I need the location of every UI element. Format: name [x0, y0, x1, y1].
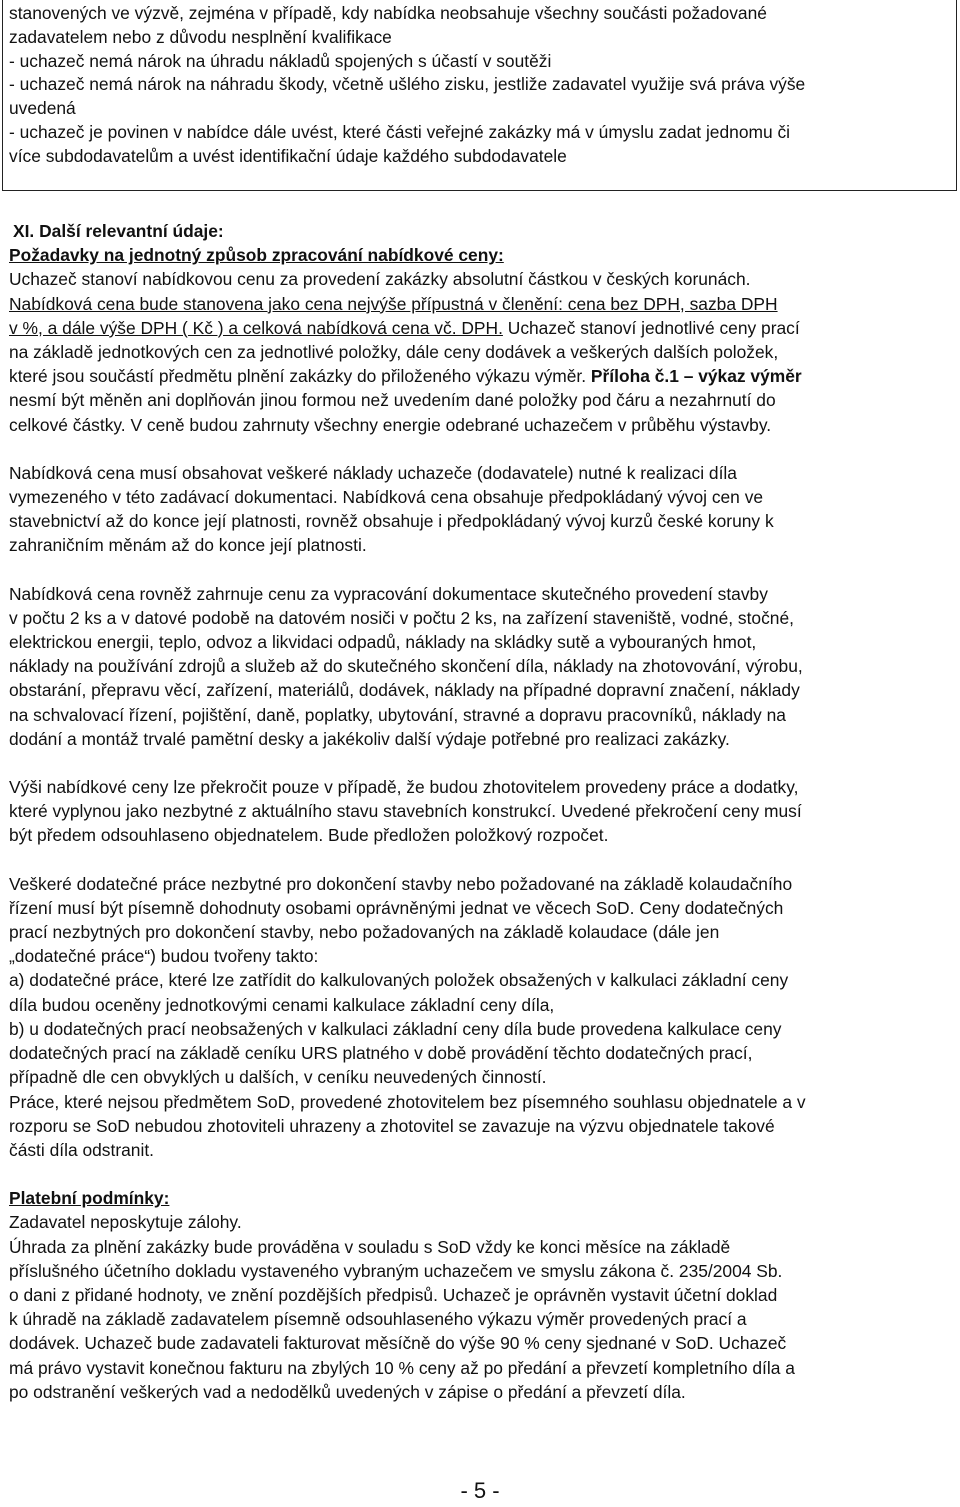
- paragraph-line: Uchazeč stanoví nabídkovou cenu za provedení zakázky absolutní částkou v českých korunách.: [9, 269, 751, 290]
- paragraph-costs: [9, 461, 954, 558]
- paragraph-price-exceed: [9, 775, 954, 848]
- paragraph-line: elektrickou energii, teplo, odvoz a likvidaci odpadů, náklady na skládky sutě a vybouraných hmot,: [9, 632, 757, 653]
- paragraph-additional-works: [9, 872, 954, 1162]
- paragraph-line: které vyplynou jako nezbytné z aktuálního stavu stavebních konstrukcí. Uvedené překročení ceny musí: [9, 801, 802, 822]
- paragraph-line: celkové částky. V ceně budou zahrnuty všechny energie odebrané uchazečem v průběhu výstavby.: [9, 414, 772, 435]
- paragraph-line: dodání a montáž trvalé pamětní desky a jakékoliv další výdaje potřebné pro realizaci zakázky.: [9, 728, 730, 749]
- paragraph-line: v počtu 2 ks a v datové podobě na datovém nosiči v počtu 2 ks, na zařízení staveniště, vodné, stočné,: [9, 607, 794, 628]
- section-heading: XI. Další relevantní údaje:: [13, 221, 224, 241]
- paragraph-line: Úhrada za plnění zakázky bude prováděna v souladu s SoD vždy ke konci měsíce na základě: [9, 1236, 731, 1257]
- paragraph-line: dodávek. Uchazeč bude zadavateli fakturovat měsíčně do výše 90 % ceny sjednané v SoD. Uchazeč: [9, 1333, 787, 1354]
- paragraph-line: dodatečných prací na základě ceníku URS platného v době provádění těchto dodatečných prací,: [9, 1043, 753, 1064]
- paragraph-line: a) dodatečné práce, které lze zatřídit do kalkulovaných položek obsažených v kalkulaci základní ceny: [9, 970, 789, 991]
- paragraph-line: [9, 364, 954, 388]
- paragraph-line: Nabídková cena bude stanovena jako cena nejvýše přípustná v členění: cena bez DPH, sazba DPH: [9, 293, 778, 314]
- paragraph-line: prací nezbytných pro dokončení stavby, nebo požadovaných na základě kolaudace (dále jen: [9, 922, 720, 943]
- paragraph-line: vymezeného v této zadávací dokumentaci. Nabídková cena obsahuje předpokládaný vývoj cen ve: [9, 487, 764, 508]
- page-number: - 5 -: [460, 1478, 500, 1503]
- paragraph-line: části díla odstranit.: [9, 1139, 154, 1160]
- paragraph-line: zahraničním měnám až do konce její platnosti.: [9, 535, 367, 556]
- paragraph-line: Práce, které nejsou předmětem SoD, provedené zhotovitelem bez písemného souhlasu objednatele a v: [9, 1091, 806, 1112]
- paragraph-line: náklady na používání zdrojů a služeb až do skutečného skončení díla, náklady na zhotovování, výrobu,: [9, 656, 803, 677]
- boxed-conditions: [2, 0, 957, 191]
- paragraph-line: stavebnictví až do konce její platnosti, rovněž obsahuje i předpokládaný vývoj kurzů české koruny k: [9, 511, 774, 532]
- paragraph-line: Zadavatel neposkytuje zálohy.: [9, 1212, 242, 1233]
- document-body: [9, 219, 954, 1404]
- paragraph-line: [9, 316, 954, 340]
- paragraph-line: případně dle cen obvyklých u dalších, v ceníku neuvedených činností.: [9, 1067, 547, 1088]
- box-line: stanovených ve výzvě, zejména v případě, kdy nabídka neobsahuje všechny součásti požadované: [9, 3, 767, 23]
- paragraph-line: nesmí být měněn ani doplňován jinou formou než uvedením dané položky pod čáru a nezahrnutí do: [9, 390, 776, 411]
- paragraph-line: Nabídková cena musí obsahovat veškeré náklady uchazeče (dodavatele) nutné k realizaci díla: [9, 462, 737, 483]
- paragraph-line: „dodatečné práce“) budou tvořeny takto:: [9, 946, 319, 967]
- paragraph-line: b) u dodatečných prací neobsažených v kalkulaci základní ceny díla bude provedena kalkulace ceny: [9, 1018, 782, 1039]
- underlined-text: v %, a dále výše DPH ( Kč ) a celková nabídková cena vč. DPH.: [9, 317, 503, 338]
- paragraph-inclusions: [9, 582, 954, 751]
- paragraph-line: příslušného účetního dokladu vystaveného vybraným uchazečem ve smyslu zákona č. 235/2004 Sb.: [9, 1260, 783, 1281]
- paragraph-line: obstarání, přepravu věcí, zařízení, materiálů, dodávek, náklady na případné dopravní značení, náklady: [9, 680, 800, 701]
- paragraph-line: na schvalovací řízení, pojištění, daně, poplatky, ubytování, stravné a dopravu pracovníků, náklady na: [9, 704, 786, 725]
- box-line: zadavatelem nebo z důvodu nesplnění kvalifikace: [9, 26, 392, 47]
- box-line: - uchazeč nemá nárok na úhradu nákladů spojených s účastí v soutěži: [9, 50, 552, 71]
- paragraph-line: díla budou oceněny jednotkovými cenami kalkulace základní ceny díla,: [9, 994, 555, 1015]
- paragraph-line: řízení musí být písemně dohodnuty osobami oprávněnými jednat ve věcech SoD. Ceny dodatečných: [9, 897, 784, 918]
- box-line: uvedená: [9, 98, 76, 119]
- box-line: - uchazeč nemá nárok na náhradu škody, včetně ušlého zisku, jestliže zadavatel využije svá práva výše: [9, 74, 806, 95]
- box-line: - uchazeč je povinen v nabídce dále uvést, které části veřejné zakázky má v úmyslu zadat jednomu či: [9, 121, 791, 142]
- box-line: více subdodavatelům a uvést identifikační údaje každého subdodavatele: [9, 145, 567, 166]
- paragraph-line: Veškeré dodatečné práce nezbytné pro dokončení stavby nebo požadované na základě kolaudačního: [9, 873, 793, 894]
- section-subheading: Požadavky na jednotný způsob zpracování nabídkové ceny:: [9, 245, 504, 266]
- payment-terms: [9, 1186, 954, 1404]
- paragraph-line: k úhradě na základě zadavatelem písemně odsouhlaseného výkazu výměr provedených prací a: [9, 1309, 747, 1330]
- payment-heading: Platební podmínky:: [9, 1188, 170, 1209]
- paragraph-line: po odstranění veškerých vad a nedodělků uvedených v zápise o předání a převzetí díla.: [9, 1381, 686, 1402]
- paragraph-line: Nabídková cena rovněž zahrnuje cenu za vypracování dokumentace skutečného provedení stavby: [9, 583, 768, 604]
- paragraph-line: o dani z přidané hodnoty, ve znění pozdějších předpisů. Uchazeč je oprávněn vystavit účetní doklad: [9, 1284, 778, 1305]
- paragraph-line: má právo vystavit konečnou fakturu na zbylých 10 % ceny až po předání a převzetí kompletního díla a: [9, 1357, 795, 1378]
- paragraph-line: být předem odsouhlaseno objednatelem. Bude předložen položkový rozpočet.: [9, 825, 609, 846]
- paragraph-text: které jsou součástí předmětu plnění zakázky do přiloženého výkazu výměr.: [9, 366, 591, 387]
- paragraph-line: na základě jednotkových cen za jednotlivé položky, dále ceny dodávek a veškerých dalších položek,: [9, 342, 779, 363]
- paragraph-text: Uchazeč stanoví jednotlivé ceny prací: [502, 317, 800, 338]
- attachment-reference: Příloha č.1 – výkaz výměr: [590, 366, 802, 387]
- paragraph-line: Výši nabídkové ceny lze překročit pouze v případě, že budou zhotovitelem provedeny práce a dodatky,: [9, 777, 799, 798]
- paragraph-line: rozporu se SoD nebudou zhotoviteli uhrazeny a zhotovitel se zavazuje na výzvu objednatele takové: [9, 1115, 775, 1136]
